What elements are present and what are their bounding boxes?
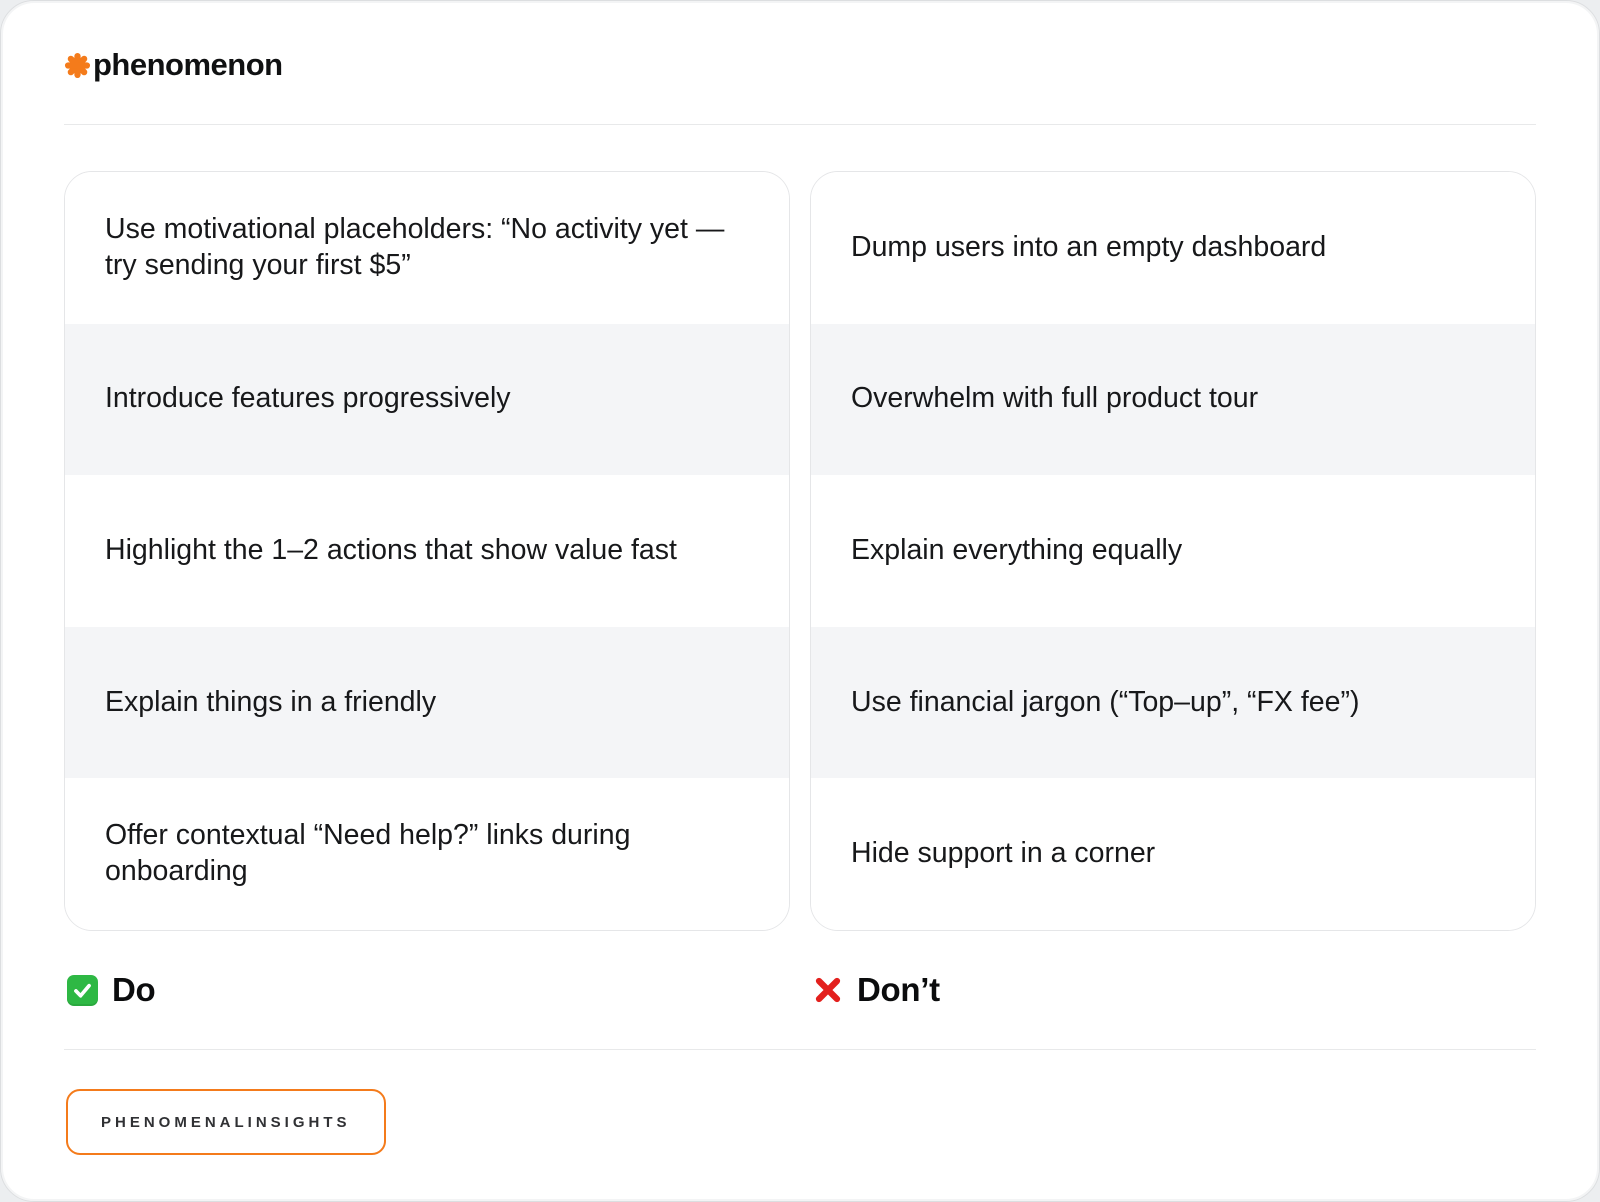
dont-legend	[810, 971, 1536, 1009]
do-legend	[64, 971, 790, 1009]
header	[64, 1, 1536, 83]
dont-item-text: Overwhelm with full product tour	[851, 382, 1259, 415]
cross-icon	[813, 975, 843, 1005]
table-row	[811, 627, 1535, 779]
dont-item-text: Use financial jargon (“Top–up”, “FX fee”)	[851, 685, 1360, 718]
table-row	[811, 778, 1535, 930]
do-item-text: Explain things in a friendly	[105, 685, 437, 718]
table-row	[65, 475, 789, 627]
do-item-text: Introduce features progressively	[105, 382, 511, 415]
dont-label: Don’t	[857, 971, 940, 1008]
phenomenal-insights-button[interactable]: PHENOMENALINSIGHTS	[66, 1089, 386, 1155]
table-row	[811, 172, 1535, 324]
do-label: Do	[112, 971, 156, 1008]
dont-item-text: Explain everything equally	[851, 534, 1183, 567]
table-row	[811, 475, 1535, 627]
check-icon	[67, 975, 98, 1006]
table-row	[65, 324, 789, 476]
do-item-text: Offer contextual “Need help?” links during onboarding	[105, 819, 631, 888]
table-row	[65, 172, 789, 324]
table-row	[65, 778, 789, 930]
table-row	[811, 324, 1535, 476]
dont-item-text: Dump users into an empty dashboard	[851, 230, 1327, 263]
table-row	[65, 627, 789, 779]
brand-name: phenomenon	[93, 47, 283, 82]
do-item-text: Highlight the 1–2 actions that show value fast	[105, 534, 677, 567]
header-divider	[64, 124, 1536, 125]
brand-logo	[64, 47, 283, 83]
do-item-text: Use motivational placeholders: “No activity yet — try sending your first $5”	[105, 212, 725, 281]
legend-row	[64, 971, 1536, 1009]
do-column-card	[64, 171, 790, 931]
dont-item-text: Hide support in a corner	[851, 837, 1156, 870]
comparison-table	[64, 171, 1536, 931]
asterisk-icon	[64, 52, 91, 79]
footer	[64, 1050, 1536, 1155]
dont-column-card	[810, 171, 1536, 931]
